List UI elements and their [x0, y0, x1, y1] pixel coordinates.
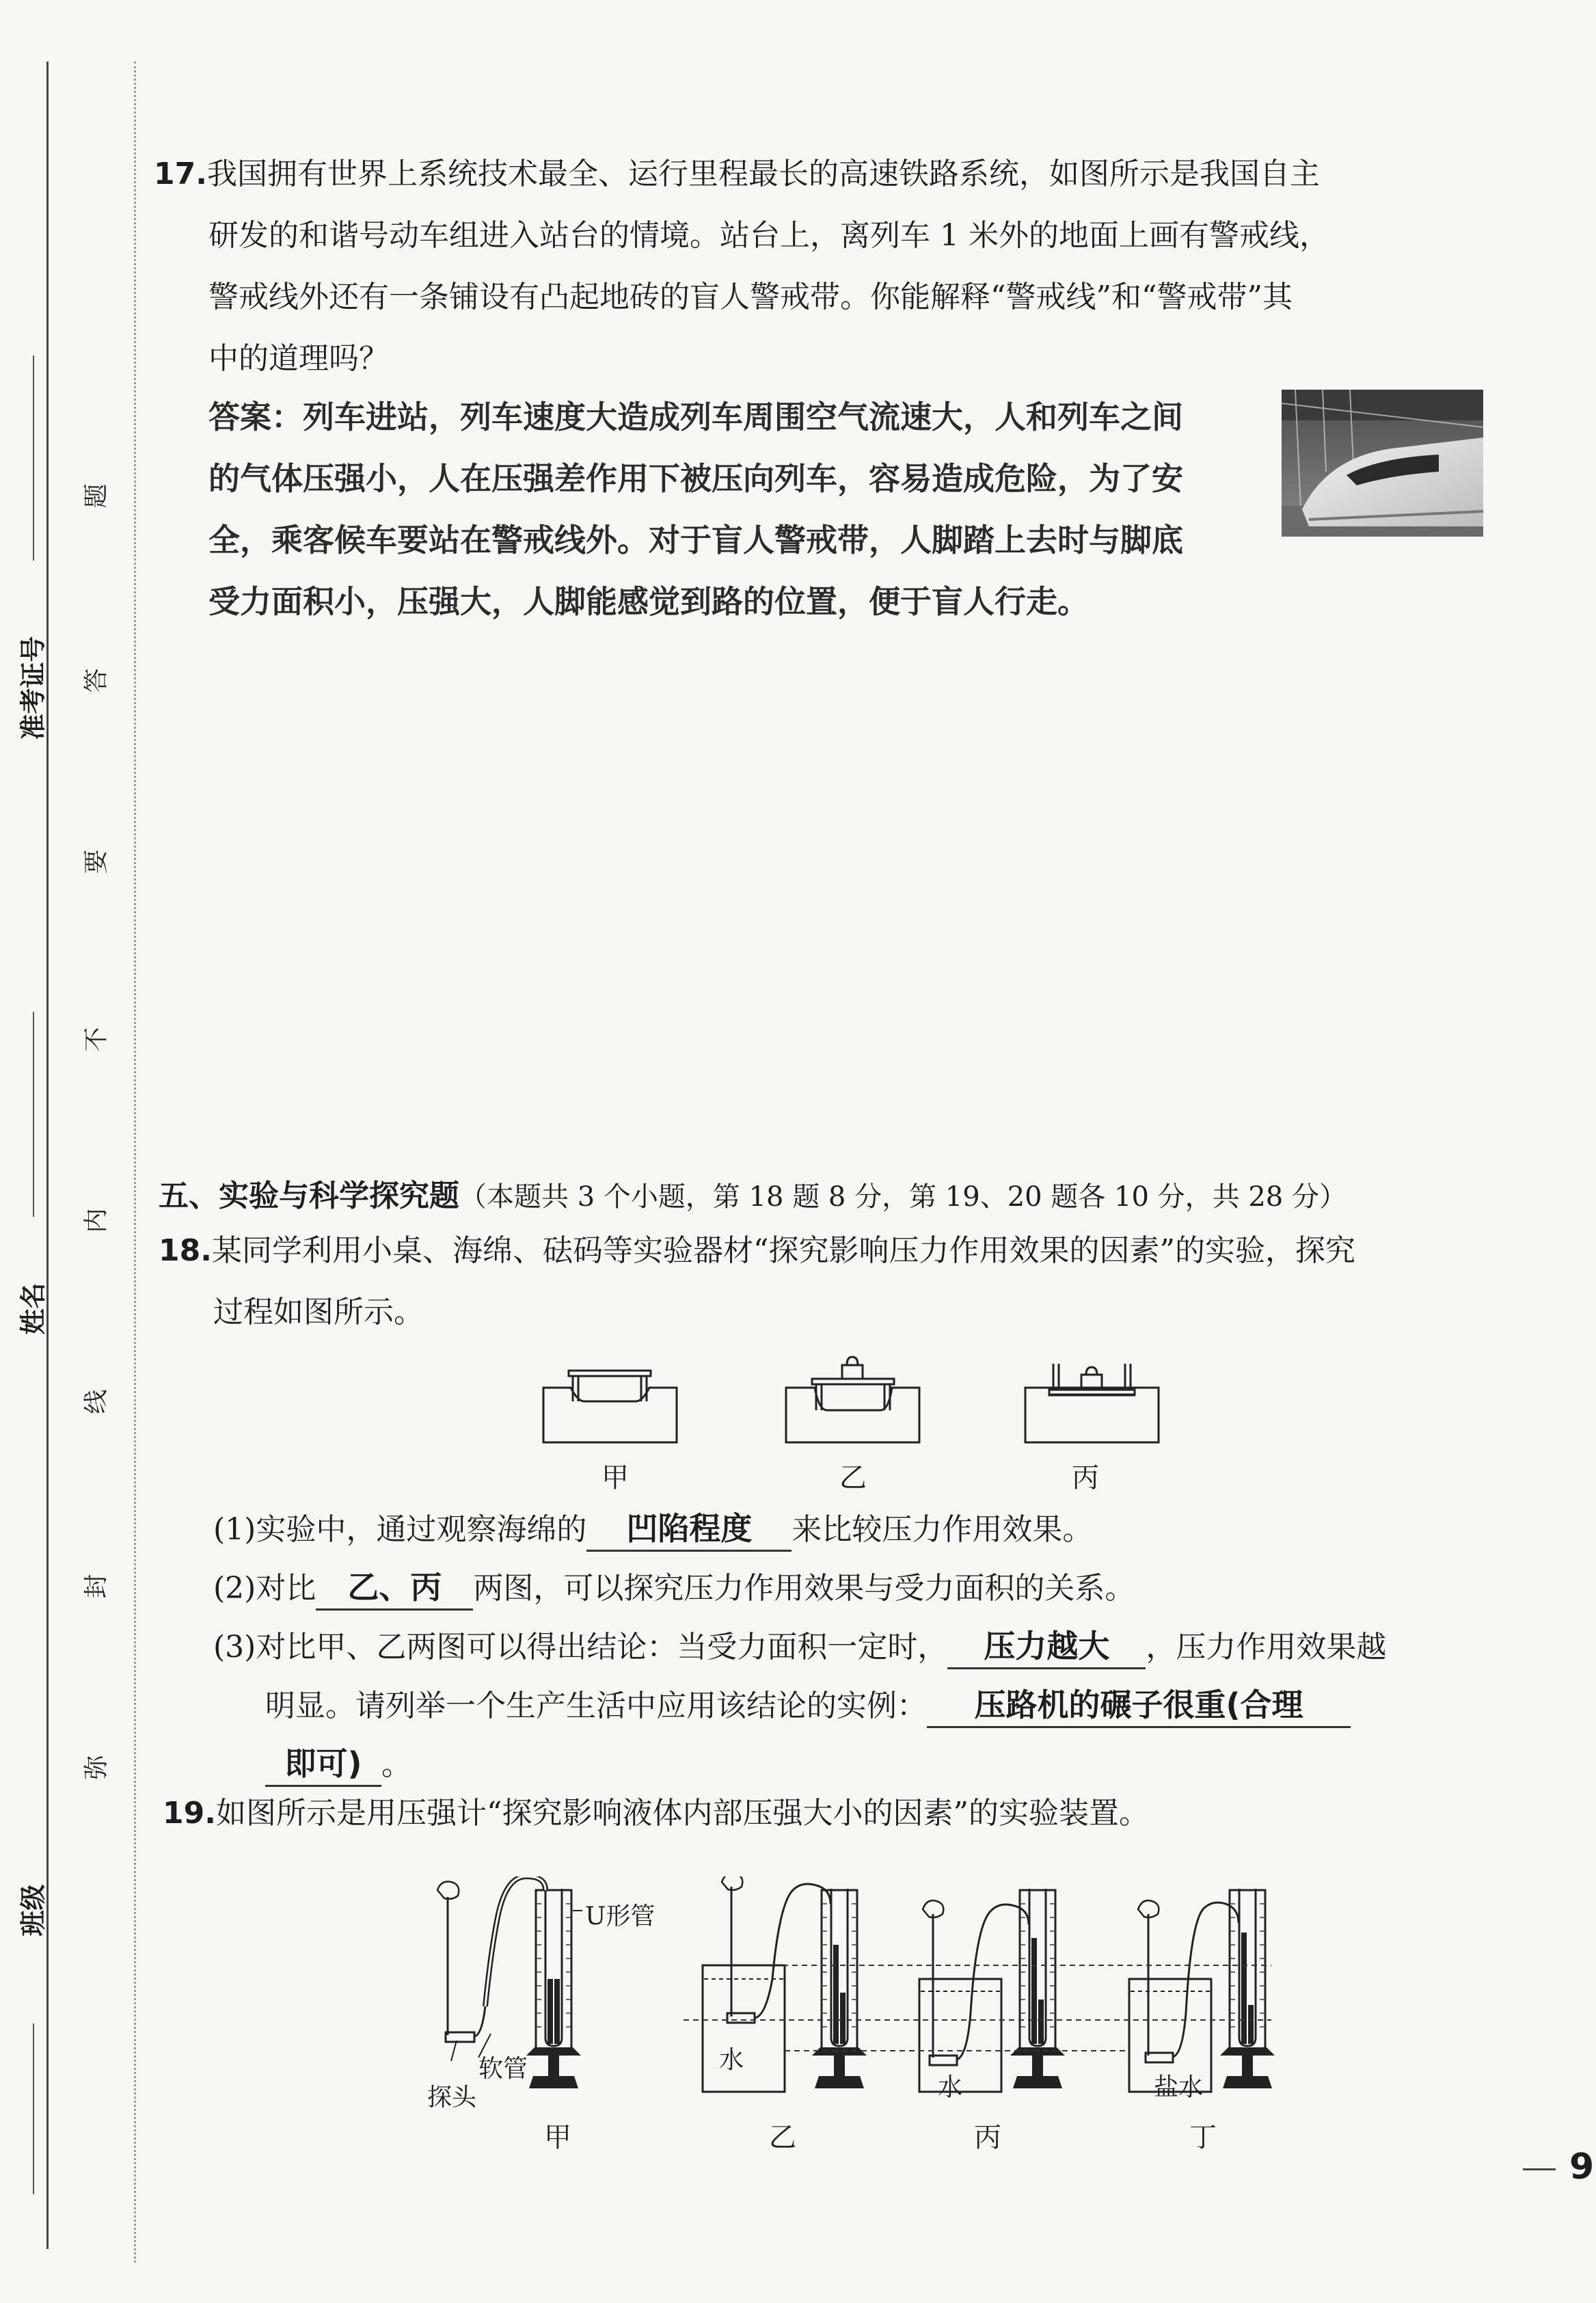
page-number-dash: [1523, 2168, 1556, 2170]
q19-number: 19.: [163, 1796, 216, 1831]
q17-number: 17.: [154, 157, 207, 191]
fig-bing-table-inverted: [1025, 1364, 1159, 1442]
q18-fig-label-yi: 乙: [839, 1462, 867, 1494]
q18-fig-label-jia: 甲: [601, 1462, 629, 1494]
section5-note: （本题共 3 个小题，第 18 题 8 分，第 19、20 题各 10 分，共 28 分）: [459, 1181, 1347, 1213]
section5-header: [159, 1166, 1512, 1228]
q18-part3-text: 明显。请列举一个生产生活中应用该结论的实例：: [265, 1688, 927, 1723]
section5-title: 五、实验与科学探究题: [159, 1179, 459, 1213]
q18-part2-answer: 乙、丙: [316, 1566, 473, 1611]
q17-stem: [154, 144, 1493, 390]
seal-char: 封: [82, 1574, 111, 1599]
q18-part1: [213, 1500, 1512, 1559]
q18-part1-answer: 凹陷程度: [586, 1507, 792, 1552]
label-water-bing: 水: [938, 2073, 963, 2101]
q18-part3-text: 。: [381, 1747, 411, 1782]
q18-figure: [540, 1350, 1169, 1463]
seal-char: 要: [82, 849, 111, 874]
label-water-yi: 水: [719, 2046, 744, 2074]
q19-fig-label-bing: 丙: [974, 2122, 1001, 2153]
fig-jia-table-upright: [543, 1371, 677, 1442]
q18-stem: [159, 1220, 1512, 1343]
label-u-tube: U形管: [585, 1902, 655, 1930]
q18-part2-text: 两图，可以探究压力作用效果与受力面积的关系。: [473, 1571, 1135, 1606]
seal-char: 弥: [82, 1755, 111, 1780]
seal-char: 不: [82, 1027, 111, 1052]
q17-answer: [208, 386, 1275, 632]
q17-answer-line: 答案：列车进站，列车速度大造成列车周围空气流速大，人和列车之间: [208, 399, 1183, 435]
q17-answer-line: 受力面积小，压强大，人脚能感觉到路的位置，便于盲人行走。: [208, 583, 1089, 620]
page-number: 9: [1569, 2146, 1595, 2187]
q18-part3-answer: 压力越大: [947, 1625, 1146, 1669]
fig19-ding-apparatus: [1129, 1889, 1275, 2092]
label-probe: 探头: [427, 2084, 477, 2112]
exam-id-label: 准考证号: [18, 636, 49, 740]
q18-part2-text: (2)对比: [213, 1571, 316, 1606]
exam-id-blank: [33, 355, 34, 561]
q17-text-line: 中的道理吗？: [208, 341, 389, 376]
q18-part3-text: (3)对比甲、乙两图可以得出结论：当受力面积一定时，: [213, 1630, 948, 1665]
class-label: 班级: [18, 1884, 49, 1937]
q18-part3-line2: [213, 1677, 1512, 1736]
q17-text-line: 警戒线外还有一条铺设有凸起地砖的盲人警戒带。你能解释“警戒线”和“警戒带”其: [208, 280, 1293, 314]
q18-parts: [213, 1500, 1512, 1794]
train-photo: [1282, 390, 1483, 537]
label-hose: 软管: [478, 2055, 528, 2083]
q18-part3-text: ，压力作用效果越: [1146, 1630, 1387, 1665]
seal-dotted-line: [134, 62, 136, 2263]
class-blank: [33, 2023, 34, 2194]
binding-margin: [0, 0, 137, 2303]
q18-fig-label-bing: 丙: [1072, 1462, 1099, 1494]
q18-part3-example-cont: 即可): [265, 1742, 381, 1787]
q18-number: 18.: [159, 1233, 212, 1268]
q18-text-line: 某同学利用小桌、海绵、砝码等实验器材“探究影响压力作用效果的因素”的实验，探究: [211, 1233, 1355, 1268]
q18-part3: [213, 1618, 1512, 1677]
q17-answer-line: 全，乘客候车要站在警戒线外。对于盲人警戒带，人脚踏上去时与脚底: [208, 522, 1183, 558]
name-label: 姓名: [18, 1282, 49, 1335]
q19-fig-label-yi: 乙: [769, 2122, 796, 2153]
q17-answer-line: 的气体压强小，人在压强差作用下被压向列车，容易造成危险，为了安: [208, 460, 1183, 497]
q19-stem: [163, 1783, 1502, 1844]
seal-char: 内: [82, 1208, 111, 1233]
seal-char: 题: [82, 483, 111, 509]
seal-char: 线: [82, 1389, 111, 1414]
q18-part3-example: 压路机的碾子很重(合理: [927, 1684, 1351, 1728]
q19-fig-label-ding: 丁: [1189, 2122, 1217, 2153]
q17-text-line: 研发的和谐号动车组进入站台的情境。站台上，离列车 1 米外的地面上画有警戒线，: [208, 218, 1329, 253]
name-blank: [33, 1012, 34, 1217]
q18-part1-text: 来比较压力作用效果。: [792, 1512, 1093, 1547]
label-saltwater-ding: 盐水: [1154, 2073, 1204, 2101]
fig-yi-table-with-weight: [786, 1357, 919, 1442]
q18-text-line: 过程如图所示。: [213, 1295, 424, 1330]
q18-part2: [213, 1559, 1512, 1618]
q19-fig-label-jia: 甲: [544, 2122, 571, 2153]
fig19-yi-apparatus: [687, 1876, 867, 2092]
seal-char: 答: [82, 668, 111, 693]
fig19-bing-apparatus: [919, 1889, 1065, 2092]
q17-text-line: 我国拥有世界上系统技术最全、运行里程最长的高速铁路系统，如图所示是我国自主: [206, 157, 1320, 191]
q18-part1-text: (1)实验中，通过观察海绵的: [213, 1512, 587, 1547]
q19-text: 如图所示是用压强计“探究影响液体内部压强大小的因素”的实验装置。: [215, 1796, 1149, 1831]
